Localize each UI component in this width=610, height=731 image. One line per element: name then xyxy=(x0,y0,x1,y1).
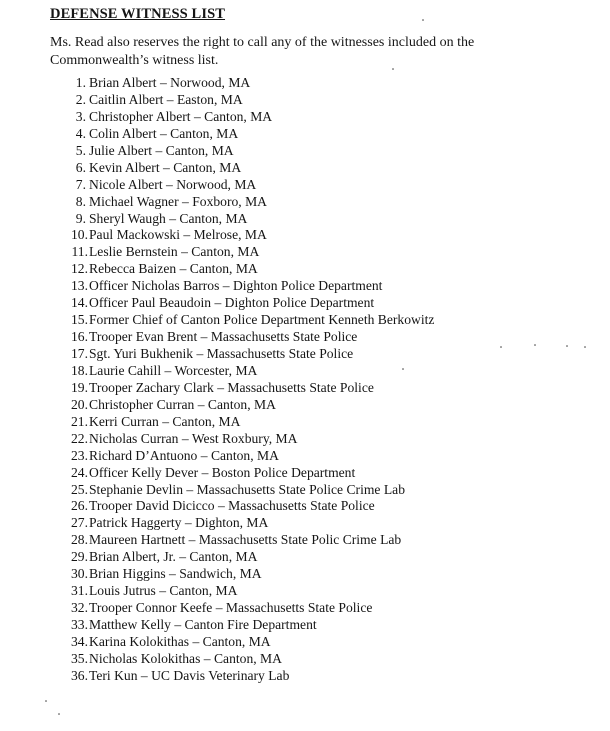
scan-speck xyxy=(566,345,568,347)
item-number: 9. xyxy=(75,210,86,226)
item-number: 14. xyxy=(71,295,88,311)
item-number: 13. xyxy=(71,278,88,294)
item-text: Christopher Curran – Canton, MA xyxy=(89,396,276,412)
page-title: DEFENSE WITNESS LIST xyxy=(50,6,226,22)
item-text: Trooper Connor Keefe – Massachusetts State Police xyxy=(89,600,373,616)
intro-paragraph: Ms. Read also reserves the right to call any of the witnesses included on the Commonwealth’s witness list. xyxy=(50,35,475,68)
scan-speck xyxy=(500,346,502,348)
item-number: 26. xyxy=(71,498,88,514)
item-number: 30. xyxy=(71,566,88,582)
scan-speck xyxy=(45,700,47,702)
item-text: Brian Albert – Norwood, MA xyxy=(89,75,251,90)
item-text: Officer Paul Beaudoin – Dighton Police Department xyxy=(89,295,375,311)
item-number: 33. xyxy=(71,617,88,632)
item-text: Patrick Haggerty – Dighton, MA xyxy=(89,515,269,531)
item-text: Trooper David Dicicco – Massachusetts State Police xyxy=(89,498,375,514)
item-number: 10. xyxy=(71,227,88,243)
item-text: Stephanie Devlin – Massachusetts State Police Crime Lab xyxy=(89,481,405,497)
item-text: Maureen Hartnett – Massachusetts State Polic Crime Lab xyxy=(89,532,402,548)
item-number: 8. xyxy=(75,193,86,209)
item-number: 29. xyxy=(71,549,88,565)
item-number: 1. xyxy=(75,75,86,90)
item-number: 15. xyxy=(71,312,88,328)
item-number: 12. xyxy=(71,261,88,277)
item-text: Nicole Albert – Norwood, MA xyxy=(89,176,257,192)
item-number: 32. xyxy=(71,600,88,616)
item-number: 2. xyxy=(75,91,86,107)
item-text: Nicholas Curran – West Roxbury, MA xyxy=(89,430,298,446)
item-text: Paul Mackowski – Melrose, MA xyxy=(89,227,267,243)
item-number: 28. xyxy=(71,532,88,548)
item-text: Brian Albert, Jr. – Canton, MA xyxy=(89,549,258,565)
item-number: 6. xyxy=(75,159,86,175)
item-text: Sgt. Yuri Bukhenik – Massachusetts State Police xyxy=(89,346,354,361)
item-number: 17. xyxy=(71,346,88,361)
scan-speck xyxy=(58,713,60,715)
item-text: Former Chief of Canton Police Department Kenneth Berkowitz xyxy=(89,312,435,328)
item-number: 4. xyxy=(75,125,86,141)
item-number: 24. xyxy=(71,464,88,480)
item-text: Louis Jutrus – Canton, MA xyxy=(89,583,238,599)
scan-speck xyxy=(534,344,536,346)
item-text: Matthew Kelly – Canton Fire Department xyxy=(89,617,317,632)
item-text: Officer Kelly Dever – Boston Police Department xyxy=(89,464,356,480)
item-number: 34. xyxy=(71,633,88,649)
item-number: 7. xyxy=(75,176,86,192)
item-text: Colin Albert – Canton, MA xyxy=(89,125,239,141)
item-number: 36. xyxy=(71,667,88,683)
item-number: 21. xyxy=(71,413,88,429)
item-text: Kerri Curran – Canton, MA xyxy=(89,413,241,429)
item-text: Karina Kolokithas – Canton, MA xyxy=(89,633,271,649)
item-text: Teri Kun – UC Davis Veterinary Lab xyxy=(89,667,290,683)
item-number: 35. xyxy=(71,650,88,666)
item-number: 3. xyxy=(75,108,86,124)
item-text: Richard D’Antuono – Canton, MA xyxy=(89,447,279,463)
item-number: 31. xyxy=(71,583,88,599)
item-text: Officer Nicholas Barros – Dighton Police Department xyxy=(89,278,383,294)
item-number: 22. xyxy=(71,430,88,446)
scan-speck xyxy=(584,346,586,348)
item-text: Laurie Cahill – Worcester, MA xyxy=(89,362,258,378)
item-number: 18. xyxy=(71,362,88,378)
item-text: Julie Albert – Canton, MA xyxy=(89,142,234,158)
item-number: 5. xyxy=(75,142,86,158)
item-number: 25. xyxy=(71,481,88,497)
item-number: 19. xyxy=(71,379,88,395)
item-number: 27. xyxy=(71,515,88,531)
item-text: Caitlin Albert – Easton, MA xyxy=(89,91,243,107)
item-text: Trooper Zachary Clark – Massachusetts State Police xyxy=(89,379,374,395)
item-number: 11. xyxy=(71,244,88,260)
scan-speck xyxy=(392,68,394,70)
item-text: Sheryl Waugh – Canton, MA xyxy=(89,210,248,226)
scan-speck xyxy=(402,368,404,370)
item-text: Brian Higgins – Sandwich, MA xyxy=(89,566,262,582)
item-text: Nicholas Kolokithas – Canton, MA xyxy=(89,650,282,666)
scan-speck xyxy=(422,19,424,21)
item-text: Trooper Evan Brent – Massachusetts State Police xyxy=(89,329,358,345)
item-number: 20. xyxy=(71,396,88,412)
item-text: Michael Wagner – Foxboro, MA xyxy=(89,193,267,209)
item-number: 16. xyxy=(71,329,88,345)
item-text: Kevin Albert – Canton, MA xyxy=(89,159,242,175)
item-text: Rebecca Baizen – Canton, MA xyxy=(89,261,258,277)
item-text: Leslie Bernstein – Canton, MA xyxy=(89,244,260,260)
item-text: Christopher Albert – Canton, MA xyxy=(89,108,273,124)
item-number: 23. xyxy=(71,447,88,463)
